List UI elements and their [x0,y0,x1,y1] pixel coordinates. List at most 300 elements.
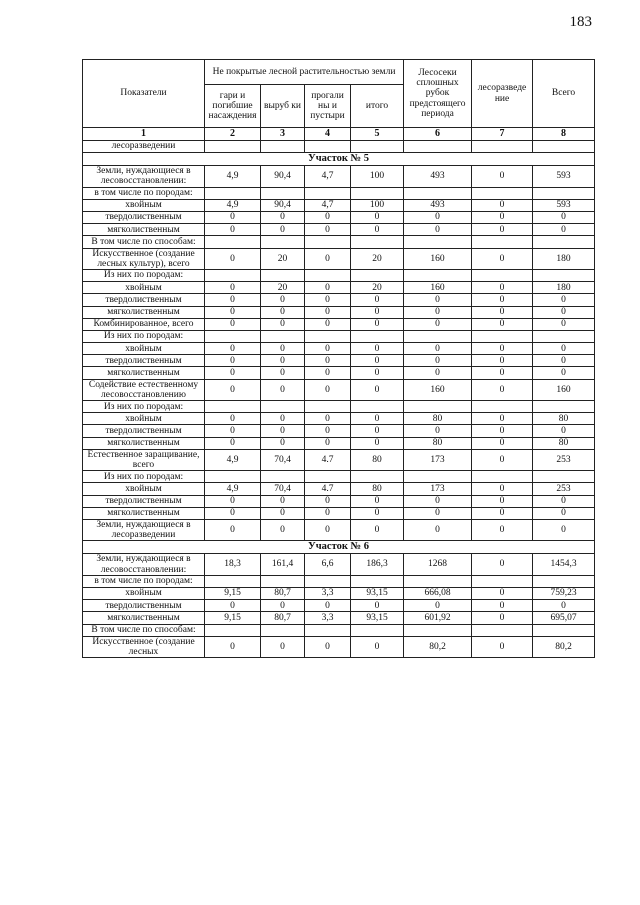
table-cell [404,401,472,413]
table-cell: 0 [351,413,404,425]
header-clearcuts: Лесосеки сплошных рубок предстоящего периода [404,60,472,128]
table-cell: 0 [472,343,533,355]
table-row [83,187,595,199]
table-cell: 0 [305,355,351,367]
table-cell [205,269,261,281]
table-cell: 0 [205,425,261,437]
table-cell: 0 [533,425,595,437]
table-row [83,367,595,379]
table-cell: 0 [261,211,305,223]
table-cell: 0 [305,495,351,507]
table-row [83,211,595,223]
table-row [83,318,595,330]
table-cell: 0 [205,636,261,657]
table-row [83,236,595,248]
table-cell [261,269,305,281]
table-cell: 0 [533,343,595,355]
table-row [83,379,595,400]
row-indicator: Искусственное (создание лесных [83,636,205,657]
table-cell: 0 [205,282,261,294]
row-indicator: Земли, нуждающиеся в лесовосстановлении: [83,166,205,187]
table-cell: 0 [472,211,533,223]
table-cell: 20 [351,282,404,294]
table-cell: 0 [404,343,472,355]
table-cell: 0 [472,413,533,425]
table-cell: 80 [351,449,404,470]
table-cell: 0 [261,379,305,400]
table-cell [404,330,472,342]
table-cell: 0 [261,367,305,379]
column-number: 4 [305,128,351,141]
table-cell [533,471,595,483]
table-cell: 1268 [404,554,472,575]
table-cell [305,471,351,483]
table-cell [472,401,533,413]
table-row [83,636,595,657]
table-cell: 0 [351,636,404,657]
table-cell: 0 [305,211,351,223]
table-cell: 0 [472,495,533,507]
table-cell: 80 [533,413,595,425]
section-row [83,153,595,166]
table-cell: 0 [351,355,404,367]
table-cell: 0 [261,224,305,236]
table-cell [472,236,533,248]
row-indicator: хвойным [83,282,205,294]
table-cell [261,187,305,199]
table-cell: 9,15 [205,587,261,599]
table-cell: 759,23 [533,587,595,599]
table-cell: 20 [351,248,404,269]
row-indicator: твердолиственным [83,495,205,507]
row-indicator: Из них по породам: [83,471,205,483]
column-number-row [83,128,595,141]
row-indicator: твердолиственным [83,355,205,367]
table-cell [404,187,472,199]
page-number: 183 [569,14,592,30]
table-cell: 93,15 [351,587,404,599]
table-cell [533,624,595,636]
row-indicator: лесоразведении [83,141,205,153]
header-afforestation: лесоразведе ние [472,60,533,128]
table-cell [472,575,533,587]
table-cell: 0 [351,343,404,355]
table-cell: 0 [472,355,533,367]
table-row [83,355,595,367]
table-cell: 0 [305,425,351,437]
table-row [83,401,595,413]
table-cell [533,187,595,199]
table-cell: 0 [205,224,261,236]
table-cell [351,236,404,248]
row-indicator: мягколиственным [83,507,205,519]
row-indicator: мягколиственным [83,306,205,318]
table-cell [404,624,472,636]
row-indicator: Из них по породам: [83,269,205,281]
row-indicator: Содействие естественному лесовосстановлению [83,379,205,400]
table-cell: 0 [261,355,305,367]
table-cell [261,401,305,413]
table-cell: 186,3 [351,554,404,575]
table-cell: 160 [533,379,595,400]
table-cell: 0 [305,224,351,236]
table-body [83,141,595,658]
table-cell: 0 [305,318,351,330]
table-cell: 0 [351,507,404,519]
table-cell: 593 [533,166,595,187]
header-subtotal: итого [351,85,404,128]
table-cell: 0 [533,519,595,540]
table-cell: 0 [205,306,261,318]
table-cell: 0 [261,495,305,507]
table-cell: 80,2 [404,636,472,657]
table-cell: 4,9 [205,449,261,470]
table-cell: 100 [351,166,404,187]
table-cell: 0 [305,507,351,519]
table-cell [533,141,595,153]
table-cell: 0 [261,425,305,437]
table-cell: 0 [351,379,404,400]
table-cell: 93,15 [351,612,404,624]
table-cell: 0 [351,425,404,437]
table-cell [261,330,305,342]
row-indicator: хвойным [83,413,205,425]
header-glades: прогали ны и пустыри [305,85,351,128]
table-cell [305,187,351,199]
table-cell: 80 [351,483,404,495]
table-cell: 0 [472,294,533,306]
table-cell: 18,3 [205,554,261,575]
table-cell: 0 [472,199,533,211]
header-grand-total: Всего [533,60,595,128]
table-cell: 0 [351,495,404,507]
table-row [83,141,595,153]
table-cell: 0 [404,211,472,223]
row-indicator: мягколиственным [83,612,205,624]
table-cell [472,624,533,636]
table-cell: 0 [305,367,351,379]
column-number: 7 [472,128,533,141]
table-row [83,306,595,318]
table-cell [305,236,351,248]
section-row [83,541,595,554]
table-cell: 100 [351,199,404,211]
header-indicator: Показатели [83,60,205,128]
table-cell: 4,9 [205,199,261,211]
table-row [83,612,595,624]
table-cell: 0 [404,294,472,306]
table-cell: 0 [351,367,404,379]
column-number: 8 [533,128,595,141]
reforestation-table [82,59,595,658]
table-cell: 0 [533,294,595,306]
header-burns: гари и погибшие насаждения [205,85,261,128]
table-cell: 0 [351,294,404,306]
row-indicator: мягколиственным [83,367,205,379]
table-cell: 4,7 [305,199,351,211]
table-cell: 3,3 [305,587,351,599]
section-title: Участок № 6 [83,541,595,554]
table-cell: 0 [205,437,261,449]
table-row [83,425,595,437]
table-cell: 0 [472,483,533,495]
table-cell: 0 [351,224,404,236]
table-cell: 0 [205,379,261,400]
row-indicator: мягколиственным [83,224,205,236]
table-cell: 0 [305,343,351,355]
table-cell [205,401,261,413]
table-cell: 161,4 [261,554,305,575]
table-cell: 0 [205,507,261,519]
header-nonforested-group: Не покрытые лесной растительностью земли [205,60,404,85]
table-row [83,483,595,495]
table-cell: 0 [404,600,472,612]
table-row [83,600,595,612]
table-cell: 0 [472,248,533,269]
table-cell: 3,3 [305,612,351,624]
table-cell: 0 [205,248,261,269]
table-row [83,495,595,507]
table-row [83,471,595,483]
table-cell: 493 [404,166,472,187]
table-cell: 0 [305,413,351,425]
table-cell: 0 [404,507,472,519]
table-cell [305,330,351,342]
table-cell: 0 [261,294,305,306]
table-row [83,587,595,599]
table-cell: 0 [533,306,595,318]
row-indicator: хвойным [83,199,205,211]
table-cell: 20 [261,282,305,294]
table-cell: 0 [351,600,404,612]
table-cell: 0 [533,318,595,330]
row-indicator: Земли, нуждающиеся в лесовосстановлении: [83,554,205,575]
table-cell: 0 [205,413,261,425]
header-clearings: выруб ки [261,85,305,128]
row-indicator: Из них по породам: [83,330,205,342]
table-cell [351,624,404,636]
table-cell: 0 [404,318,472,330]
table-cell: 0 [472,437,533,449]
table-cell [261,575,305,587]
table-cell [472,330,533,342]
table-cell [404,471,472,483]
table-cell [472,187,533,199]
table-cell [205,330,261,342]
table-cell: 4,9 [205,483,261,495]
table-row [83,166,595,187]
table-cell [261,471,305,483]
table-cell [305,401,351,413]
table-cell: 0 [472,282,533,294]
table-cell: 0 [205,367,261,379]
table-cell: 0 [351,306,404,318]
table-cell: 0 [533,495,595,507]
table-cell [351,330,404,342]
table-cell [404,141,472,153]
table-cell: 0 [472,587,533,599]
table-cell [261,141,305,153]
row-indicator: Земли, нуждающиеся в лесоразведении [83,519,205,540]
table-cell [205,141,261,153]
table-cell: 0 [533,507,595,519]
table-cell: 0 [261,437,305,449]
row-indicator: Комбинированное, всего [83,318,205,330]
row-indicator: Естественное заращивание, всего [83,449,205,470]
table-cell [351,269,404,281]
table-row [83,437,595,449]
table-cell: 70,4 [261,483,305,495]
table-cell: 80 [404,437,472,449]
table-cell: 0 [305,248,351,269]
table-cell: 0 [351,437,404,449]
table-cell: 1454,3 [533,554,595,575]
table-row [83,519,595,540]
table-cell [205,471,261,483]
table-cell: 173 [404,483,472,495]
table-row [83,554,595,575]
column-number: 2 [205,128,261,141]
table-row [83,224,595,236]
table-cell: 0 [305,306,351,318]
table-cell [533,401,595,413]
table-cell: 593 [533,199,595,211]
table-cell: 4,9 [205,166,261,187]
table-cell: 0 [472,612,533,624]
table-cell: 0 [404,495,472,507]
table-cell: 20 [261,248,305,269]
table-cell [305,141,351,153]
row-indicator: твердолиственным [83,211,205,223]
table-cell: 0 [261,343,305,355]
row-indicator: В том числе по способам: [83,624,205,636]
table-cell: 0 [261,507,305,519]
table-cell: 0 [261,519,305,540]
table-cell: 0 [205,343,261,355]
table-cell: 80,7 [261,587,305,599]
table-cell [351,141,404,153]
table-cell [404,575,472,587]
row-indicator: твердолиственным [83,600,205,612]
table-cell: 160 [404,282,472,294]
table-cell: 0 [472,519,533,540]
table-row [83,282,595,294]
table-cell: 0 [305,636,351,657]
table-cell: 0 [205,495,261,507]
table-cell: 0 [351,318,404,330]
table-row [83,294,595,306]
table-cell: 253 [533,449,595,470]
table-cell: 0 [533,367,595,379]
table-cell [351,575,404,587]
table-cell: 0 [305,519,351,540]
table-cell: 160 [404,248,472,269]
row-indicator: хвойным [83,343,205,355]
table-cell: 0 [261,318,305,330]
table-cell: 253 [533,483,595,495]
table-cell: 0 [533,211,595,223]
table-cell: 9,15 [205,612,261,624]
table-cell [205,236,261,248]
row-indicator: в том числе по породам: [83,187,205,199]
table-cell [472,141,533,153]
table-cell [472,269,533,281]
table-cell [261,236,305,248]
table-cell: 666,08 [404,587,472,599]
table-row [83,343,595,355]
table-row [83,248,595,269]
table-cell: 0 [472,379,533,400]
table-cell: 0 [472,507,533,519]
table-cell: 0 [472,600,533,612]
table-row [83,413,595,425]
column-number: 3 [261,128,305,141]
table-row [83,449,595,470]
table-cell: 0 [472,318,533,330]
table-cell: 6,6 [305,554,351,575]
table-cell: 0 [351,211,404,223]
table-cell [305,269,351,281]
table-row [83,575,595,587]
table-cell: 0 [404,355,472,367]
table-cell: 80 [404,413,472,425]
column-number: 5 [351,128,404,141]
table-cell: 0 [472,367,533,379]
table-cell: 0 [261,306,305,318]
table-cell: 0 [404,224,472,236]
table-row [83,624,595,636]
table-cell: 0 [472,636,533,657]
table-cell [205,624,261,636]
table-cell: 180 [533,282,595,294]
row-indicator: хвойным [83,483,205,495]
column-number: 1 [83,128,205,141]
table-cell [404,269,472,281]
table-cell: 80 [533,437,595,449]
row-indicator: в том числе по породам: [83,575,205,587]
table-cell: 0 [305,437,351,449]
table-cell [261,624,305,636]
table-cell [533,269,595,281]
table-cell: 0 [404,367,472,379]
table-row [83,330,595,342]
table-cell: 601,92 [404,612,472,624]
table-cell: 160 [404,379,472,400]
table-cell: 0 [472,306,533,318]
table-cell: 0 [261,636,305,657]
table-cell: 0 [205,211,261,223]
row-indicator: твердолиственным [83,425,205,437]
table-cell: 0 [404,306,472,318]
table-cell: 493 [404,199,472,211]
table-cell: 695,07 [533,612,595,624]
table-cell [533,330,595,342]
table-cell: 0 [261,413,305,425]
table-cell: 0 [472,449,533,470]
row-indicator: мягколиственным [83,437,205,449]
table-cell: 0 [533,355,595,367]
table-cell: 70,4 [261,449,305,470]
table-cell: 0 [305,294,351,306]
table-cell: 0 [261,600,305,612]
table-cell: 0 [472,425,533,437]
table-row [83,507,595,519]
table-row [83,269,595,281]
row-indicator: хвойным [83,587,205,599]
table-cell: 0 [472,166,533,187]
table-cell: 90,4 [261,166,305,187]
table-cell: 0 [472,224,533,236]
